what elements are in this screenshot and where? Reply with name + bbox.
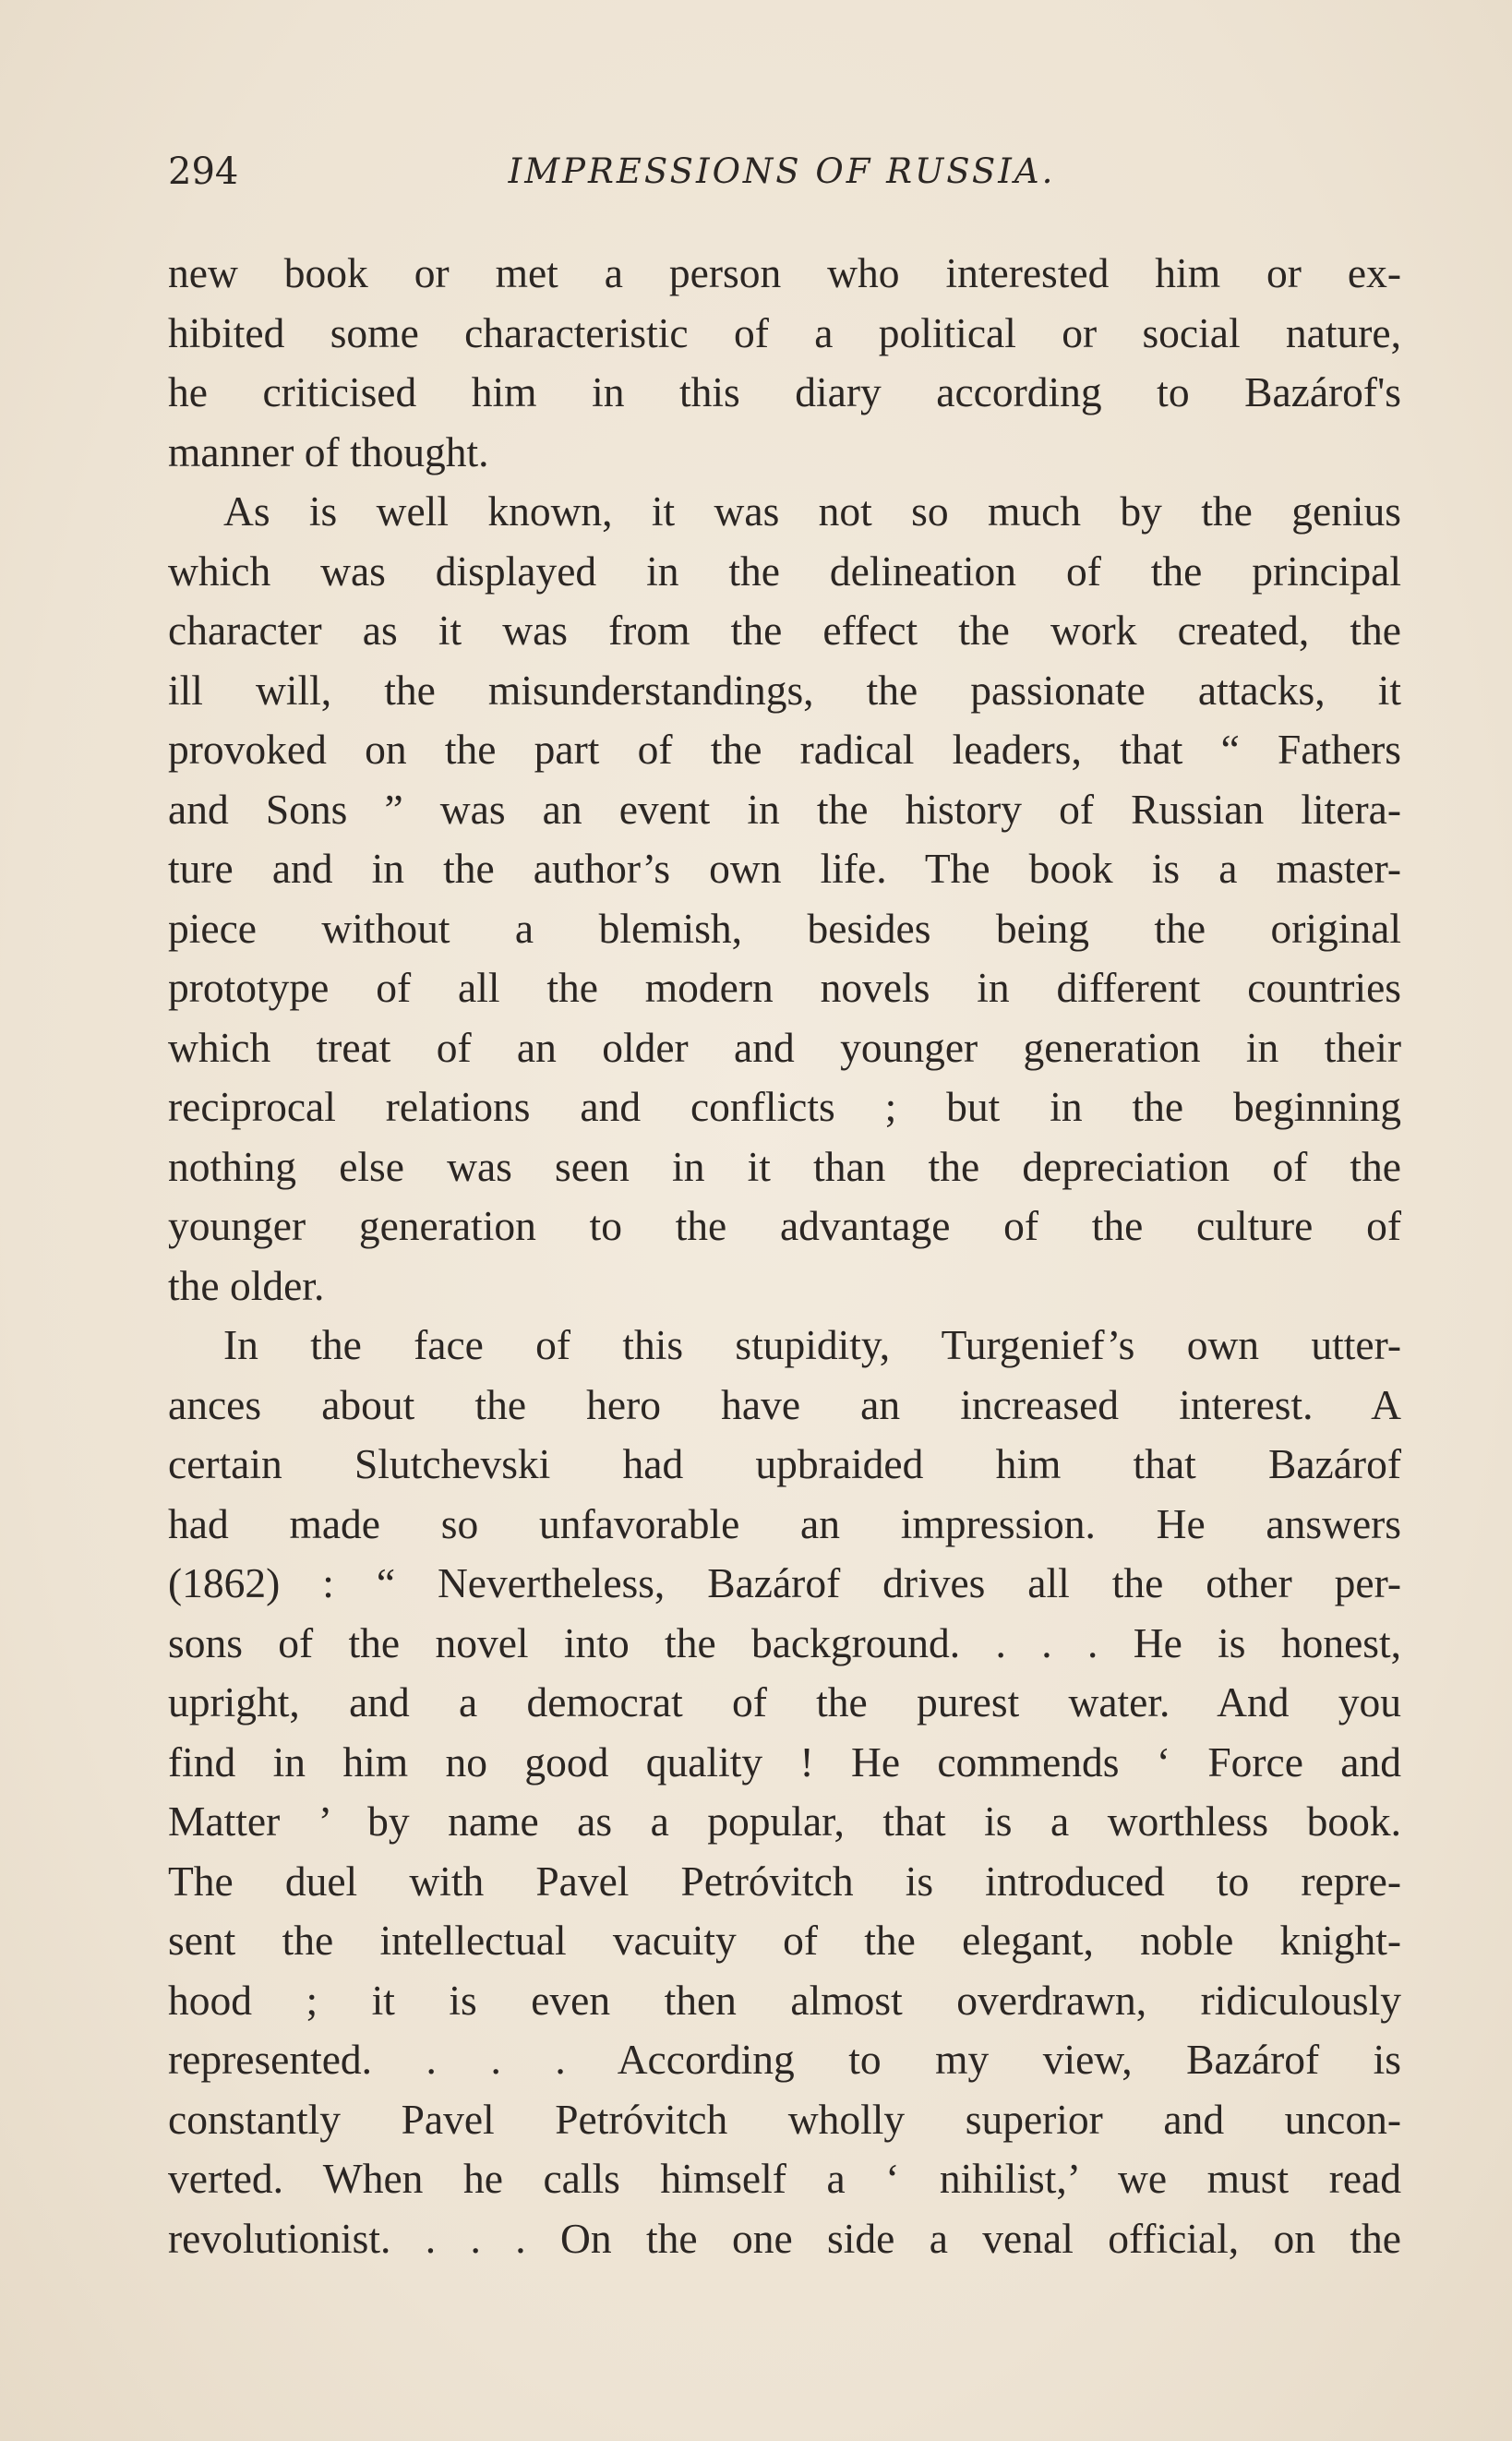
text-line: which treat of an older and younger generation in their: [168, 1023, 1401, 1071]
text-line: provoked on the part of the radical leaders, that “ Fathers: [168, 726, 1401, 773]
text-line: constantly Pavel Petróvitch wholly superior and uncon-: [168, 2095, 1401, 2143]
text-line: ill will, the misunderstandings, the passionate attacks, it: [168, 666, 1401, 714]
text-line: As is well known, it was not so much by the genius: [223, 487, 1401, 535]
text-line: ture and in the author’s own life. The book is a master-: [168, 845, 1401, 892]
text-line: and Sons ” was an event in the history of Russian litera-: [168, 785, 1401, 833]
text-line: piece without a blemish, besides being the original: [168, 904, 1401, 952]
text-line: manner of thought.: [168, 427, 489, 475]
text-line: hood ; it is even then almost overdrawn, ridiculously: [168, 1976, 1401, 2024]
text-line: revolutionist. . . . On the one side a venal official, on the: [168, 2214, 1401, 2262]
text-line: hibited some characteristic of a political or social nature,: [168, 308, 1401, 356]
text-line: new book or met a person who interested him or ex-: [168, 249, 1401, 296]
text-line: nothing else was seen in it than the depreciation of the: [168, 1142, 1401, 1190]
text-line: sent the intellectual vacuity of the elegant, noble knight-: [168, 1917, 1401, 1964]
text-line: had made so unfavorable an impression. He answers: [168, 1499, 1401, 1547]
page-header: [168, 144, 1396, 199]
text-line: the older.: [168, 1261, 325, 1309]
text-line: Matter ’ by name as a popular, that is a worthless book.: [168, 1798, 1401, 1845]
text-line: younger generation to the advantage of the culture of: [168, 1202, 1401, 1249]
text-line: In the face of this stupidity, Turgenief’s own utter-: [223, 1321, 1401, 1368]
running-title: IMPRESSIONS OF RUSSIA.: [508, 151, 1056, 191]
text-line: ances about the hero have an increased interest. A: [168, 1380, 1401, 1428]
text-line: reciprocal relations and conflicts ; but in the beginning: [168, 1083, 1401, 1130]
text-line: (1862) : “ Nevertheless, Bazárof drives all the other per-: [168, 1559, 1401, 1606]
text-line: find in him no good quality ! He commends ‘ Force and: [168, 1738, 1401, 1786]
page-number: 294: [168, 150, 239, 193]
text-line: character as it was from the effect the work created, the: [168, 607, 1401, 654]
text-line: upright, and a democrat of the purest water. And you: [168, 1678, 1401, 1726]
body-text: [168, 244, 1401, 2268]
text-line: certain Slutchevski had upbraided him that Bazárof: [168, 1440, 1401, 1487]
text-line: which was displayed in the delineation of the principal: [168, 547, 1401, 595]
text-line: sons of the novel into the background. . . . He is honest,: [168, 1618, 1401, 1666]
text-line: verted. When he calls himself a ‘ nihilist,’ we must read: [168, 2155, 1401, 2202]
text-line: he criticised him in this diary according to Bazárof's: [168, 368, 1401, 415]
text-line: prototype of all the modern novels in different countries: [168, 964, 1401, 1011]
text-line: represented. . . . According to my view, Bazárof is: [168, 2036, 1401, 2083]
text-line: The duel with Pavel Petróvitch is introduced to repre-: [168, 1857, 1401, 1905]
